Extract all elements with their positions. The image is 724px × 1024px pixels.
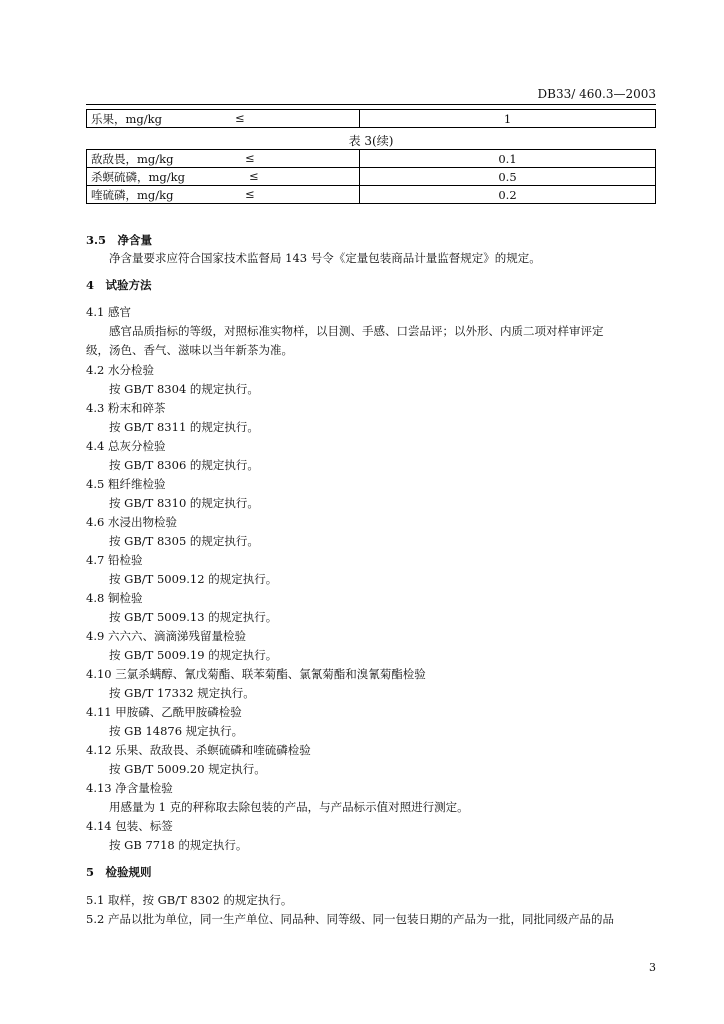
clause-heading: 4.3 粉末和碎茶 xyxy=(86,401,166,415)
section-heading: 5 检验规则 xyxy=(86,865,152,879)
clause-heading: 4.5 粗纤维检验 xyxy=(86,477,166,491)
body-text: 按 GB/T 8311 的规定执行。 xyxy=(86,420,259,434)
table-cell-value: 1 xyxy=(360,110,656,128)
clause-heading: 4.1 感官 xyxy=(86,305,131,319)
table-cell-value: 0.5 xyxy=(360,168,656,186)
table-cell-name xyxy=(87,186,360,204)
limits-table-top xyxy=(86,109,656,128)
clause-heading: 5.1 取样，按 GB/T 8302 的规定执行。 xyxy=(86,893,293,907)
table-cell-name xyxy=(87,110,360,128)
body-text: 按 GB/T 8304 的规定执行。 xyxy=(86,382,259,396)
page-number: 3 xyxy=(649,961,656,974)
clause-heading: 4.7 铅检验 xyxy=(86,553,143,567)
table-cell-value: 0.1 xyxy=(360,150,656,168)
table-cell-value: 0.2 xyxy=(360,186,656,204)
body-text: 感官品质指标的等级，对照标准实物样，以目测、手感、口尝品评；以外形、内质二项对样审评定 xyxy=(86,324,604,338)
body-text: 按 GB/T 8310 的规定执行。 xyxy=(86,496,259,510)
body-text: 级，汤色、香气、滋味以当年新茶为准。 xyxy=(86,343,293,357)
le-sign: ≤ xyxy=(249,169,259,183)
body-text: 按 GB/T 5009.19 的规定执行。 xyxy=(86,648,278,662)
clause-heading: 4.4 总灰分检验 xyxy=(86,439,166,453)
body-text: 按 GB/T 8306 的规定执行。 xyxy=(86,458,259,472)
body-text: 按 GB/T 8305 的规定执行。 xyxy=(86,534,259,548)
document-code: DB33/ 460.3—2003 xyxy=(537,87,656,101)
clause-heading: 4.11 甲胺磷、乙酰甲胺磷检验 xyxy=(86,705,242,719)
section-heading: 4 试验方法 xyxy=(86,278,152,292)
clause-heading: 4.9 六六六、滴滴涕残留量检验 xyxy=(86,629,246,643)
header-rule xyxy=(86,104,656,105)
clause-heading: 4.10 三氯杀螨醇、氰戊菊酯、联苯菊酯、氯氰菊酯和溴氰菊酯检验 xyxy=(86,667,426,681)
clause-heading: 4.13 净含量检验 xyxy=(86,781,173,795)
item-name: 敌敌畏，mg/kg xyxy=(91,151,174,166)
body-text: 按 GB/T 5009.20 规定执行。 xyxy=(86,762,266,776)
le-sign: ≤ xyxy=(245,151,255,165)
clause-heading: 4.8 铜检验 xyxy=(86,591,143,605)
clause-heading: 4.12 乐果、敌敌畏、杀螟硫磷和喹硫磷检验 xyxy=(86,743,311,757)
table-row xyxy=(87,150,656,168)
item-name: 杀螟硫磷，mg/kg xyxy=(91,169,185,184)
table-caption: 表 3(续) xyxy=(348,134,394,148)
table-row xyxy=(87,110,656,128)
body-text: 按 GB 14876 规定执行。 xyxy=(86,724,244,738)
body-text: 用感量为 1 克的秤称取去除包装的产品，与产品标示值对照进行测定。 xyxy=(86,800,469,814)
table-row xyxy=(87,168,656,186)
table-row xyxy=(87,186,656,204)
body-text: 5.2 产品以批为单位，同一生产单位、同品种、同等级、同一包装日期的产品为一批，同批同级产品的品 xyxy=(86,912,614,926)
limits-table-continued xyxy=(86,149,656,204)
body-text: 按 GB/T 5009.13 的规定执行。 xyxy=(86,610,278,624)
le-sign: ≤ xyxy=(235,111,245,125)
body-text: 净含量要求应符合国家技术监督局 143 号令《定量包装商品计量监督规定》的规定。 xyxy=(86,251,541,265)
clause-heading: 4.6 水浸出物检验 xyxy=(86,515,177,529)
item-name: 喹硫磷，mg/kg xyxy=(91,187,174,202)
body-text: 按 GB/T 5009.12 的规定执行。 xyxy=(86,572,278,586)
table-cell-name xyxy=(87,168,360,186)
le-sign: ≤ xyxy=(245,187,255,201)
body-text: 按 GB/T 17332 规定执行。 xyxy=(86,686,255,700)
table-cell-name xyxy=(87,150,360,168)
body-text: 按 GB 7718 的规定执行。 xyxy=(86,838,248,852)
clause-heading: 4.14 包装、标签 xyxy=(86,819,173,833)
item-name: 乐果，mg/kg xyxy=(91,111,162,126)
clause-heading: 4.2 水分检验 xyxy=(86,363,154,377)
section-heading: 3.5 净含量 xyxy=(86,233,153,247)
